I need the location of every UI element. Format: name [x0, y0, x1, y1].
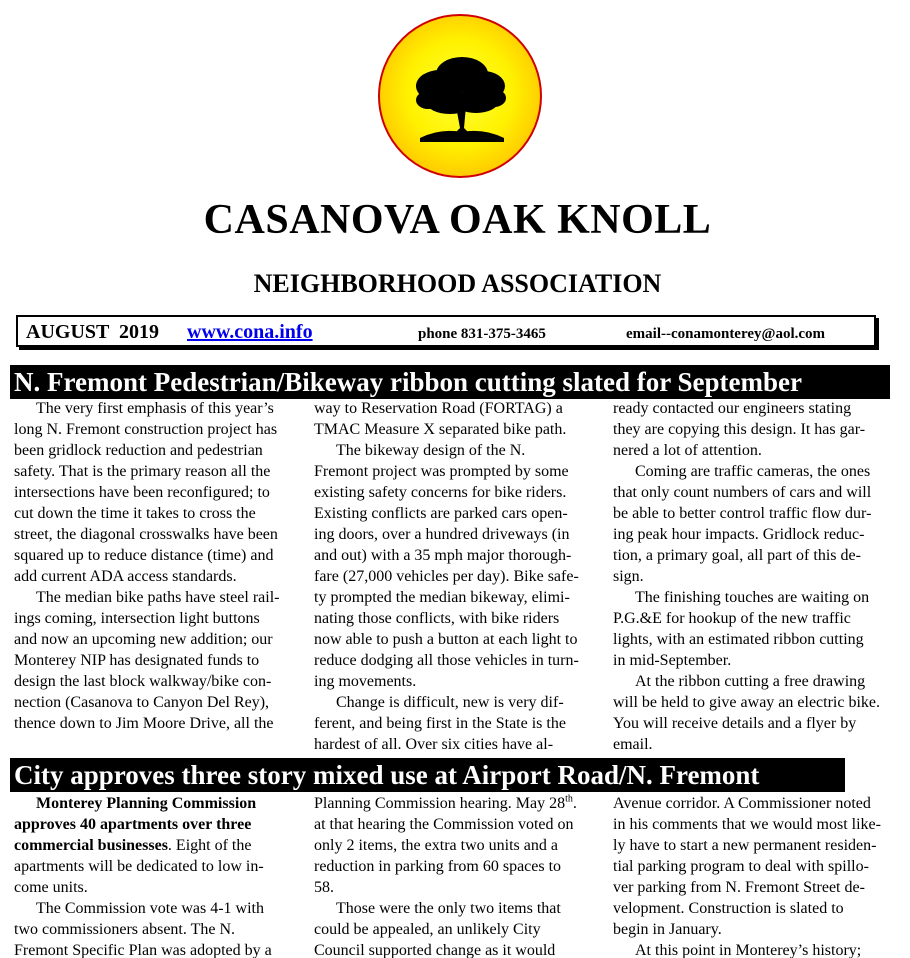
- text-line: begin in January.: [613, 921, 722, 938]
- text-line: nection (Casanova to Canyon Del Rey),: [14, 694, 270, 711]
- text-line: now able to push a button at each light to: [314, 631, 578, 648]
- text-line: been gridlock reduction and pedestrian: [14, 442, 263, 459]
- article-headline-mixed-use: City approves three story mixed use at Airport Road/N. Fremont: [10, 758, 845, 792]
- text-line: apartments will be dedicated to low in-: [14, 858, 264, 875]
- text-line: The bikeway design of the N.: [336, 442, 526, 459]
- text-line: velopment. Construction is slated to: [613, 900, 844, 917]
- text-line: will be held to give away an electric bike.: [613, 694, 881, 711]
- text-line: Existing conflicts are parked cars open-: [314, 505, 568, 522]
- article-mixed-use-column-1: [14, 793, 304, 958]
- text-fragment: . Eight of the: [167, 837, 252, 854]
- article-bikeway-column-1: [14, 398, 304, 743]
- oak-tree-icon: [380, 16, 540, 176]
- email-address: email--conamonterey@aol.com: [626, 326, 826, 342]
- text-line: add current ADA access standards.: [14, 568, 237, 585]
- text-line: 58.: [314, 879, 334, 896]
- text-line: You will receive details and a flyer by: [613, 715, 857, 732]
- text-line: thence down to Jim Moore Drive, all the: [14, 715, 274, 732]
- text-line: tial parking program to deal with spillo-: [613, 858, 869, 875]
- text-line: Avenue corridor. A Commissioner noted: [613, 795, 871, 812]
- text-line: The median bike paths have steel rail-: [36, 589, 280, 606]
- text-line: reduce dodging all those vehicles in turn-: [314, 652, 579, 669]
- text-line: tion, a primary goal, all part of this de-: [613, 547, 861, 564]
- text-line: street, the diagonal crosswalks have been: [14, 526, 278, 543]
- superscript: th: [565, 793, 573, 805]
- text-line: be able to better control traffic flow dur-: [613, 505, 872, 522]
- text-line: lights, with an estimated ribbon cutting: [613, 631, 864, 648]
- lead-text-line: approves 40 apartments over three: [14, 816, 252, 833]
- text-line: fare (27,000 vehicles per day). Bike safe-: [314, 568, 579, 585]
- issue-date: AUGUST 2019: [26, 321, 159, 343]
- text-line: TMAC Measure X separated bike path.: [314, 421, 567, 438]
- text-fragment: Planning Commission hearing. May 28: [314, 795, 566, 812]
- text-line: ing movements.: [314, 673, 417, 690]
- text-line: ready contacted our engineers stating: [613, 400, 852, 417]
- text-line: intersections have been reconfigured; to: [14, 484, 270, 501]
- masthead-subtitle: NEIGHBORHOOD ASSOCIATION: [253, 269, 662, 298]
- text-line: sign.: [613, 568, 644, 585]
- text-line: The Commission vote was 4-1 with: [36, 900, 264, 917]
- text-line: reduction in parking from 60 spaces to: [314, 858, 562, 875]
- text-line: At this point in Monterey’s history;: [635, 942, 862, 958]
- text-line: Coming are traffic cameras, the ones: [635, 463, 871, 480]
- text-fragment: .: [572, 795, 577, 812]
- text-line: cut down the time it takes to cross the: [14, 505, 256, 522]
- association-logo: [378, 14, 542, 178]
- text-line: ings coming, intersection light buttons: [14, 610, 260, 627]
- article-mixed-use-column-3: [613, 793, 903, 958]
- text-line: Fremont project was prompted by some: [314, 463, 569, 480]
- text-line: Council supported change as it would: [314, 942, 556, 958]
- text-line: only 2 items, the extra two units and a: [314, 837, 558, 854]
- text-line: design the last block walkway/bike con-: [14, 673, 272, 690]
- website-link[interactable]: www.cona.info: [187, 321, 313, 343]
- text-line: way to Reservation Road (FORTAG) a: [314, 400, 563, 417]
- lead-text-line: commercial businesses: [14, 837, 168, 854]
- text-line: that only count numbers of cars and will: [613, 484, 872, 501]
- text-line: in his comments that we would most like-: [613, 816, 881, 833]
- text-line: at that hearing the Commission voted on: [314, 816, 574, 833]
- text-line: Monterey NIP has designated funds to: [14, 652, 260, 669]
- text-line: email.: [613, 736, 653, 753]
- lead-text-line: Monterey Planning Commission: [36, 795, 257, 812]
- masthead-title: CASANOVA OAK KNOLL: [203, 197, 712, 243]
- text-line: The very first emphasis of this year’s: [36, 400, 274, 417]
- text-line: and out) with a 35 mph major thorough-: [314, 547, 572, 564]
- text-line: ly have to start a new permanent residen-: [613, 837, 877, 854]
- text-line: they are copying this design. It has gar-: [613, 421, 866, 438]
- text-line: ferent, and being first in the State is the: [314, 715, 566, 732]
- text-line: Those were the only two items that: [336, 900, 561, 917]
- text-line: nered a lot of attention.: [613, 442, 762, 459]
- text-line: hardest of all. Over six cities have al-: [314, 736, 554, 753]
- text-line: come units.: [14, 879, 88, 896]
- phone-number: phone 831-375-3465: [418, 326, 546, 342]
- article-headline-bikeway: N. Fremont Pedestrian/Bikeway ribbon cutting slated for September: [10, 365, 890, 399]
- text-line: long N. Fremont construction project has: [14, 421, 278, 438]
- text-line: At the ribbon cutting a free drawing: [635, 673, 866, 690]
- text-line: and now an upcoming new addition; our: [14, 631, 273, 648]
- text-line: P.G.&E for hookup of the new traffic: [613, 610, 851, 627]
- text-line: ing doors, over a hundred driveways (in: [314, 526, 570, 543]
- text-line: Fremont Specific Plan was adopted by a: [14, 942, 272, 958]
- text-line: ty prompted the median bikeway, elimi-: [314, 589, 570, 606]
- text-line: could be appealed, an unlikely City: [314, 921, 541, 938]
- text-line: nating those conflicts, with bike riders: [314, 610, 560, 627]
- text-line: squared up to reduce distance (time) and: [14, 547, 274, 564]
- article-mixed-use-column-2: [314, 793, 604, 958]
- text-line: existing safety concerns for bike riders.: [314, 484, 567, 501]
- text-line: two commissioners absent. The N.: [14, 921, 236, 938]
- info-bar: [16, 315, 876, 347]
- text-line: ing peak hour impacts. Gridlock reduc-: [613, 526, 865, 543]
- article-bikeway-column-2: [314, 398, 604, 756]
- article-bikeway-column-3: [613, 398, 903, 756]
- text-line: ver parking from N. Fremont Street de-: [613, 879, 865, 896]
- text-line: in mid-September.: [613, 652, 732, 669]
- text-line: The finishing touches are waiting on: [635, 589, 870, 606]
- text-line: Change is difficult, new is very dif-: [336, 694, 564, 711]
- text-line: safety. That is the primary reason all the: [14, 463, 271, 480]
